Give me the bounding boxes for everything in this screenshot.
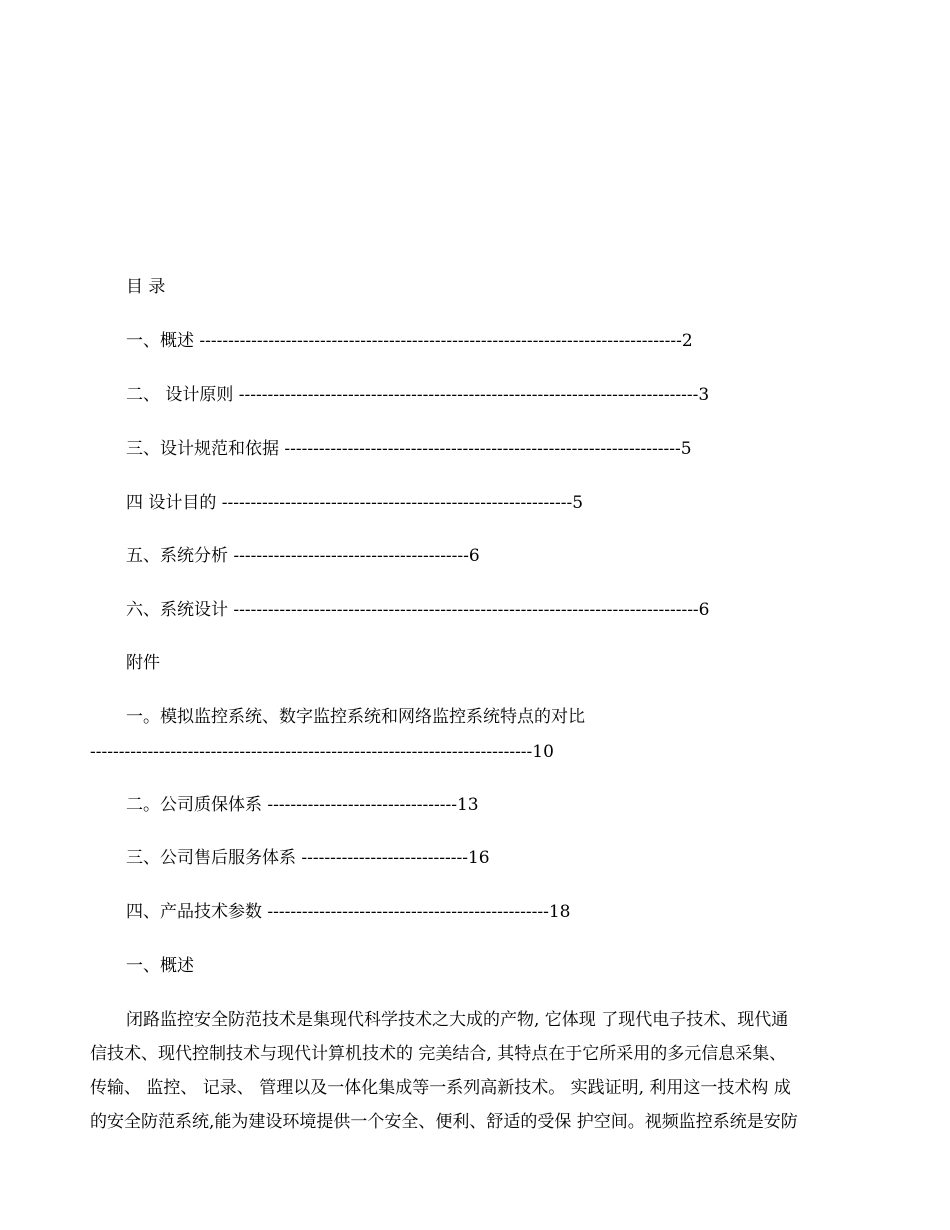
body-line: 传输、 监控、 记录、 管理以及一体化集成等一系列高新技术。 实践证明, 利用这一技术构 成	[90, 1078, 791, 1098]
body-line: 的安全防范系统,能为建设环境提供一个安全、便利、舒适的受保 护空间。视频监控系统是安防	[90, 1112, 798, 1132]
toc-title: 目 录	[126, 277, 166, 297]
appendix-item-quality: 二。公司质保体系 ---------------------------------13	[126, 795, 479, 815]
appendix-item-product-params: 四、产品技术参数 -------------------------------------------------18	[126, 902, 571, 922]
toc-item-system-design: 六、系统设计 ---------------------------------------------------------------------------------6	[126, 600, 710, 620]
body-paragraph	[90, 1003, 862, 1139]
appendix-item-after-sales: 三、公司售后服务体系 -----------------------------16	[126, 848, 490, 868]
body-line: 闭路监控安全防范技术是集现代科学技术之大成的产物, 它体现 了现代电子技术、现代通	[126, 1010, 789, 1030]
appendix-item-comparison-leader: -----------------------------------------------------------------------------10	[90, 742, 554, 762]
appendix-title: 附件	[126, 653, 160, 673]
section-heading: 一、概述	[126, 956, 194, 976]
toc-item-system-analysis: 五、系统分析 -----------------------------------------6	[126, 546, 480, 566]
body-line: 信技术、现代控制技术与现代计算机技术的 完美结合, 其特点在于它所采用的多元信息采集、	[90, 1044, 787, 1064]
toc-item-design-principles: 二、 设计原则 --------------------------------------------------------------------------------3	[126, 385, 710, 405]
toc-item-overview: 一、概述 ------------------------------------------------------------------------------------2	[126, 331, 693, 351]
toc-item-design-standards: 三、设计规范和依据 ---------------------------------------------------------------------5	[126, 439, 692, 459]
appendix-item-comparison: 一。模拟监控系统、数字监控系统和网络监控系统特点的对比	[126, 707, 585, 727]
toc-item-design-goals: 四 设计目的 -------------------------------------------------------------5	[126, 493, 584, 513]
